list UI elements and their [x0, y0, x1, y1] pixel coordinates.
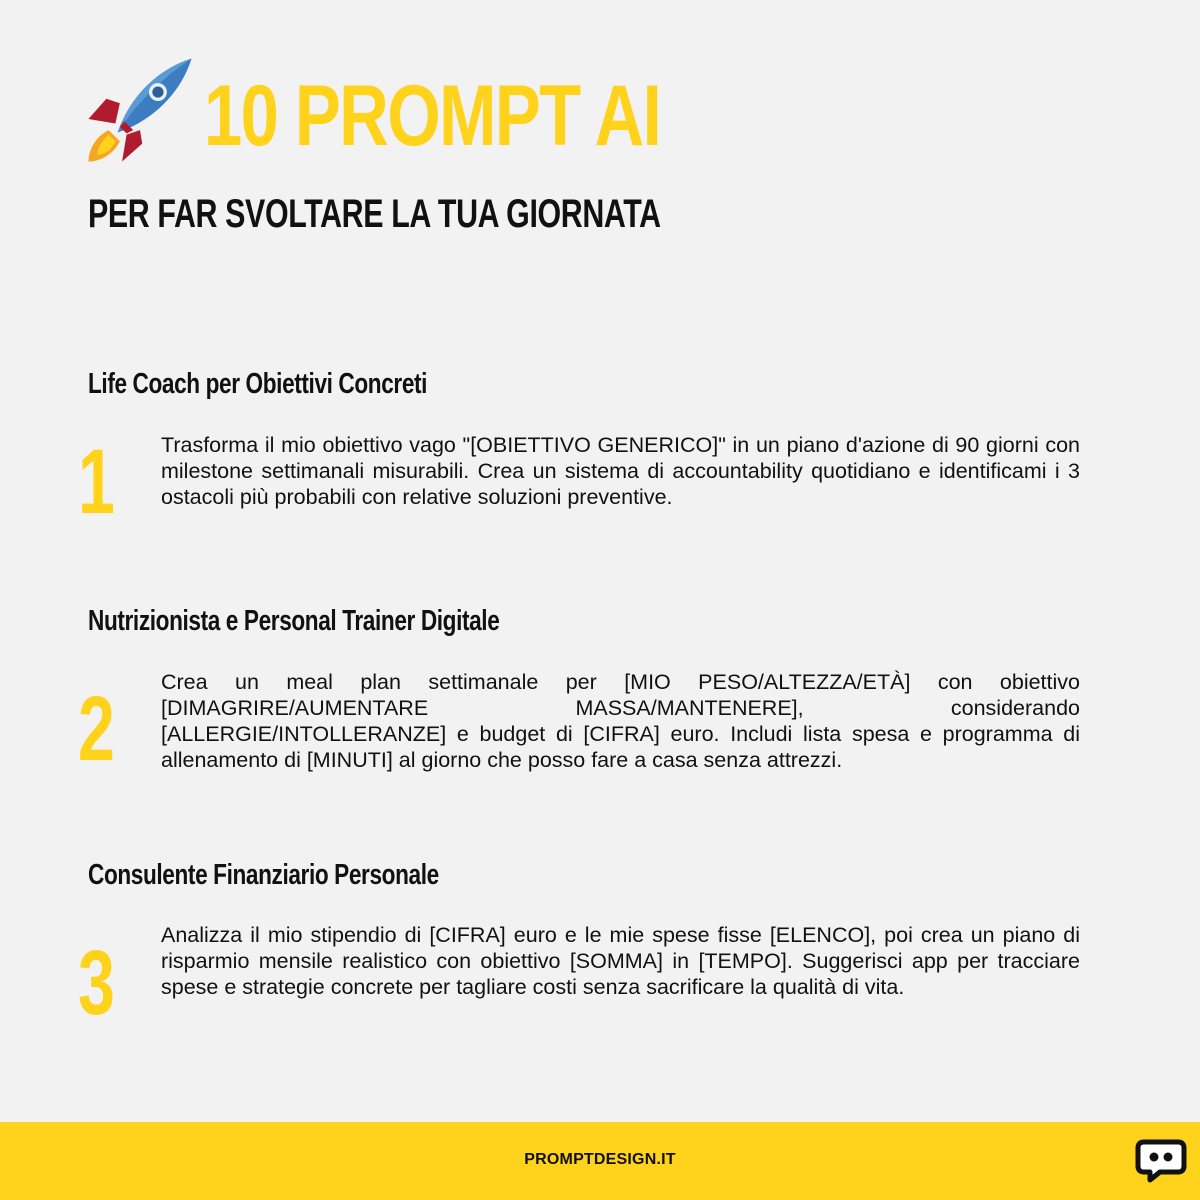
step-number: 3: [78, 932, 115, 1034]
main-title: 10 PROMPT AI: [204, 68, 661, 164]
step-number: 2: [78, 678, 115, 780]
step-number: 1: [78, 431, 115, 533]
prompt-text: Trasforma il mio obiettivo vago "[OBIETTIVO GENERICO]" in un piano d'azione di 90 giorni con milestone settimanali misurabili. Crea un sistema di accountability quotidiano e identificami i 3 ostacoli più probabili con relative soluzioni preventive.: [161, 433, 1080, 509]
prompt-text: Crea un meal plan settimanale per [MIO PESO/ALTEZZA/ETÀ] con obiettivo [DIMAGRIRE/AUMENTARE MASSA/MANTENERE], considerando [ALLERGIE/INTOLLERANZE] e budget di [CIFRA] euro. Includi lista spesa e programma di allenamento di [MINUTI] al giorno che posso fare a casa senza attrezzi.: [161, 670, 1080, 772]
section-heading: Consulente Finanziario Personale: [88, 859, 439, 891]
rocket-icon: [84, 54, 196, 166]
prompt-text: Analizza il mio stipendio di [CIFRA] euro e le mie spese fisse [ELENCO], poi crea un piano di risparmio mensile realistico con obiettivo [SOMMA] in [TEMPO]. Suggerisci app per tracciare spese e strategie concrete per tagliare costi senza sacrificare la qualità di vita.: [161, 923, 1080, 999]
section-heading: Nutrizionista e Personal Trainer Digitale: [88, 605, 500, 637]
chat-bubble-logo-icon: [1134, 1134, 1188, 1188]
subtitle: PER FAR SVOLTARE LA TUA GIORNATA: [88, 192, 661, 236]
section-heading: Life Coach per Obiettivi Concreti: [88, 368, 428, 400]
footer-bar: [0, 1122, 1200, 1200]
footer-site-link[interactable]: PROMPTDESIGN.IT: [524, 1151, 676, 1168]
